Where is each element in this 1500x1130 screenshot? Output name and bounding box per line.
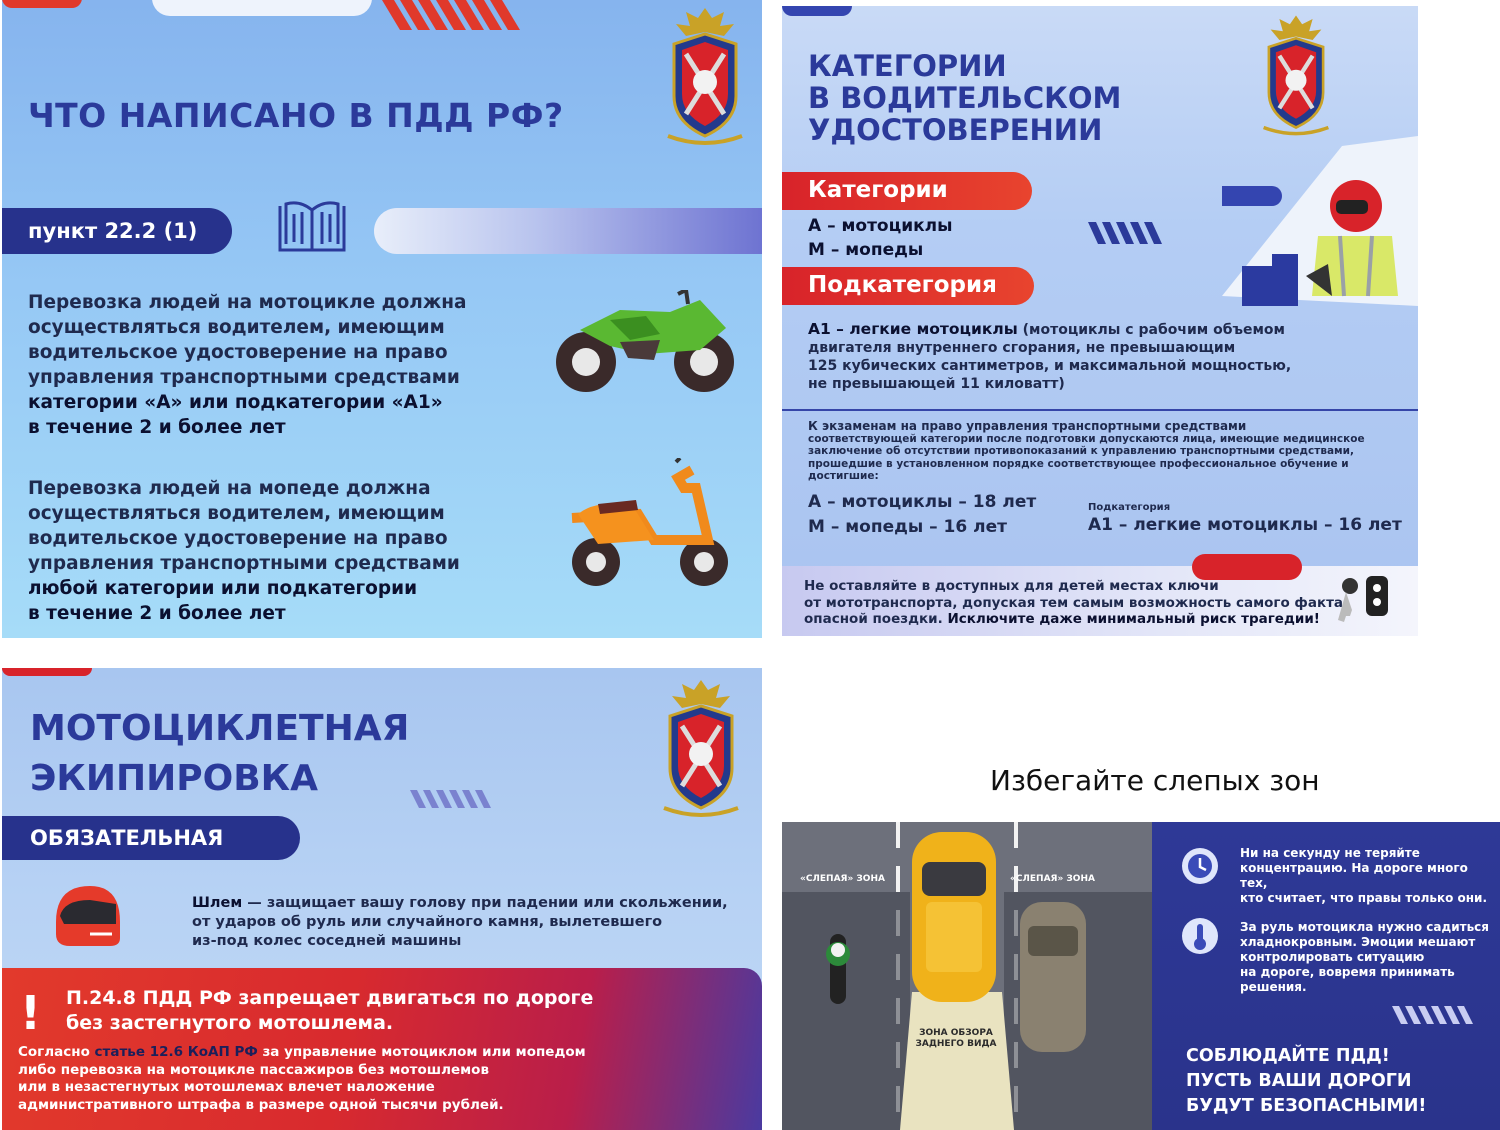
age-m: М – мопеды – 16 лет (808, 517, 1007, 537)
footer-line: от мототранспорта, допуская тем самым возможность самого факта (804, 594, 1344, 611)
exam-line: К экзаменам на право управления транспортными средствами (808, 419, 1247, 433)
tip-line: Ни на секунду не теряйте (1240, 846, 1420, 860)
text-line: Перевозка людей на мотоцикле должна (28, 292, 467, 313)
warning-line: без застегнутого мотошлема. (66, 1012, 394, 1034)
helmet-term: Шлем (192, 895, 243, 911)
fine-article: статье 12.6 КоАП РФ (94, 1044, 258, 1060)
helmet-line: от ударов об руль или случайного камня, вылетевшего (192, 914, 663, 930)
slogan-line: ПУСТЬ ВАШИ ДОРОГИ (1186, 1071, 1412, 1091)
tip-concentration (1240, 846, 1490, 906)
text-line: любой категории или подкатегории (28, 578, 418, 599)
blind-zone-right: «СЛЕПАЯ» ЗОНА (1010, 874, 1095, 884)
tip-line: За руль мотоцикла нужно садиться (1240, 920, 1489, 934)
decor-stripes (1088, 222, 1178, 248)
text-line: в течение 2 и более лет (28, 603, 286, 624)
rear-view-line: ЗОНА ОБЗОРА (919, 1028, 993, 1038)
fine-line: или в незастегнутых мотошлемах влечет наложение (18, 1079, 435, 1095)
helmet-line: — защищает вашу голову при падении или скольжении, (242, 895, 728, 911)
rear-view-zone (910, 1028, 1002, 1050)
tip-line: на дороге, вовремя принимать (1240, 965, 1455, 979)
warning-line: П.24.8 ПДД РФ запрещает двигаться по дороге (66, 987, 594, 1009)
decor-stripes (1392, 1006, 1492, 1028)
divider (782, 409, 1418, 411)
keys-icon (1330, 572, 1400, 628)
footer-line: опасной поездки. (804, 611, 948, 627)
tip-line: решения. (1240, 980, 1307, 994)
footer-emphasis: Исключите даже минимальный риск трагедии! (947, 611, 1320, 627)
fine-line: за управление мотоциклом или мопедом (257, 1044, 586, 1060)
clause-badge: пункт 22.2 (1) (2, 208, 232, 254)
panel-license-categories (782, 6, 1418, 636)
tip-line: хладнокровным. Эмоции мешают (1240, 935, 1476, 949)
decor-bar (374, 208, 762, 254)
category-a: А – мотоциклы (808, 216, 953, 236)
age-subcategory (1088, 502, 1402, 535)
decor-stripes (410, 790, 510, 812)
scooter-icon (558, 458, 738, 590)
fine-line: Согласно (18, 1044, 95, 1060)
road-scene (782, 822, 1152, 1130)
title-line: КАТЕГОРИИ (808, 49, 1007, 83)
clock-icon (1180, 846, 1220, 886)
subcategory-caption: Подкатегория (1088, 502, 1171, 513)
fine-line: административного штрафа в размере одной тысячи рублей. (18, 1096, 504, 1113)
panel-traffic-rules (2, 0, 762, 638)
age-a1: А1 – легкие мотоциклы – 16 лет (1088, 515, 1402, 535)
a1-desc: 125 кубических сантиметров, и максимальной мощностью, (808, 358, 1292, 374)
road-illustration (782, 822, 1152, 1130)
moto-rule-text (28, 290, 528, 440)
categories-label: Категории (782, 172, 1032, 210)
text-line: осуществляться водителем, имеющим (28, 503, 445, 524)
text-line: в течение 2 и более лет (28, 417, 286, 438)
footer-warning (782, 566, 1418, 636)
age-a: А – мотоциклы – 18 лет (808, 492, 1037, 512)
helmet-line: из-под колес соседней машины (192, 933, 462, 949)
page-title (30, 704, 409, 804)
exam-line: соответствующей категории после подготовки допускаются лица, имеющие медицинское (808, 432, 1365, 445)
text-line: управления транспортными средствами (28, 367, 460, 388)
emblem-icon (662, 4, 748, 148)
caption: Избегайте слепых зон (990, 764, 1320, 797)
decor-top (2, 668, 762, 680)
tip-line: кто считает, что правы только они. (1240, 891, 1488, 905)
emblem-icon (658, 676, 744, 820)
footer-text (804, 578, 1344, 628)
slogan-line: СОБЛЮДАЙТЕ ПДД! (1186, 1046, 1390, 1066)
footer-line: Не оставляйте в доступных для детей местах ключи (804, 578, 1219, 594)
text-line: осуществляться водителем, имеющим (28, 317, 445, 338)
title-line: МОТОЦИКЛЕТНАЯ (30, 708, 410, 749)
motorcycle-icon (550, 290, 740, 400)
title-line: ЭКИПИРОВКА (30, 758, 318, 799)
exam-line: заключение об отсутствии противопоказаний к управлению транспортными средствами, (808, 445, 1354, 457)
category-list (808, 214, 952, 262)
a1-desc: (мотоциклы с рабочим объемом (1017, 322, 1285, 338)
moped-rule-text (28, 476, 528, 626)
subcategory-label: Подкатегория (782, 267, 1034, 305)
tip-line: концентрацию. На дороге много тех, (1240, 861, 1468, 890)
helmet-icon (50, 882, 124, 952)
rear-view-line: ЗАДНЕГО ВИДА (915, 1039, 997, 1049)
advice-panel (1152, 822, 1500, 1130)
mandatory-badge: ОБЯЗАТЕЛЬНАЯ (2, 816, 300, 860)
category-m: М – мопеды (808, 240, 924, 260)
fine-text (18, 1044, 618, 1114)
text-line: Перевозка людей на мопеде должна (28, 478, 431, 499)
book-icon (276, 198, 348, 256)
page-title: ЧТО НАПИСАНО В ПДД РФ? (28, 96, 564, 135)
text-line: управления транспортными средствами (28, 553, 460, 574)
text-line: водительское удостоверение на право (28, 528, 448, 549)
helmet-description (192, 894, 732, 951)
blind-zone-left: «СЛЕПАЯ» ЗОНА (800, 874, 885, 884)
emblem-icon (1258, 12, 1334, 138)
tip-line: контролировать ситуацию (1240, 950, 1425, 964)
a1-desc: не превышающей 11 киловатт) (808, 376, 1065, 392)
title-line: УДОСТОВЕРЕНИИ (808, 113, 1103, 147)
page-title (808, 50, 1121, 146)
a1-desc: двигателя внутреннего сгорания, не превышающим (808, 340, 1236, 356)
rider-icon (1222, 126, 1418, 306)
text-line: водительское удостоверение на право (28, 342, 448, 363)
thermometer-icon (1180, 916, 1220, 956)
slogan-line: БУДУТ БЕЗОПАСНЫМИ! (1186, 1096, 1427, 1116)
panel-equipment (2, 668, 762, 1130)
warning-text (66, 986, 593, 1036)
age-list (808, 490, 1036, 540)
text-line: категории «А» или подкатегории «А1» (28, 392, 443, 413)
exam-requirements (808, 420, 1388, 483)
slogan (1186, 1044, 1426, 1119)
decor-stripes (2, 0, 762, 40)
exclamation-icon: ! (20, 986, 41, 1040)
subcategory-a1-text (808, 320, 1328, 393)
title-line: В ВОДИТЕЛЬСКОМ (808, 81, 1122, 115)
exam-line: прошедшие в установленном порядке соответствующее профессиональное обучение и достигшие: (808, 457, 1349, 482)
a1-title: А1 – легкие мотоциклы (808, 320, 1018, 338)
fine-line: либо перевозка на мотоцикле пассажиров без мотошлемов (18, 1061, 489, 1078)
panel-blind-spots (782, 822, 1500, 1130)
tip-calm (1240, 920, 1490, 995)
